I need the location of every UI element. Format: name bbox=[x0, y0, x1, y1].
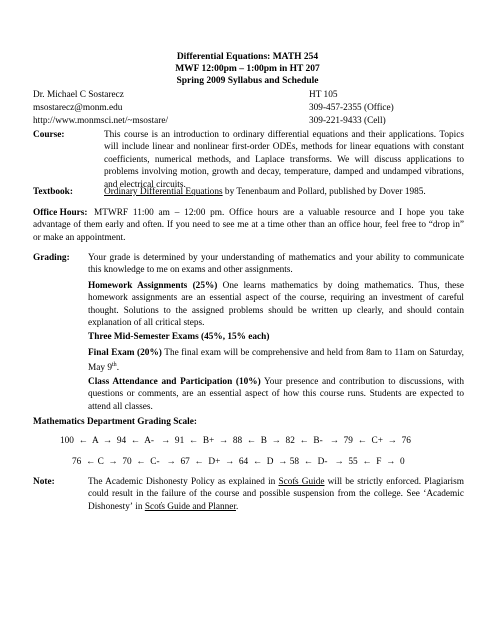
instructor-name: Dr. Michael C Sostarecz bbox=[33, 90, 124, 100]
scots-guide-link[interactable]: Scot̓s Guide bbox=[278, 477, 325, 487]
note-text-b: will be strictly enforced. Plagiarism could result in the failure of the course and possible suspension from the college. See ʻAcademic Dishonestyʼ in bbox=[88, 477, 464, 512]
course-label: Course: bbox=[33, 130, 65, 140]
midterms-title: Three Mid-Semester Exams (45%, 15% each) bbox=[88, 332, 270, 342]
final-exam-sup: th bbox=[112, 362, 117, 369]
course-description: This course is an introduction to ordinary differential equations and their applications. Topics will include linear and nonlinear first-order ODEs, methods for linear equations with constant coefficients, numerical methods, and Laplace transforms. We will discuss applications to problems involving motion, growth and decay, temperature, damped and undamped vibrations, and electrical circuits. bbox=[104, 130, 464, 190]
textbook-details: by Tenenbaum and Pollard, published by Dover 1985. bbox=[222, 187, 426, 197]
grading-scale-row-1: 100 ← A → 94 ← A- → 91 ← B+ → 88 ← B → 82 ← B- → 79 ← C+ → 76 bbox=[60, 436, 411, 446]
note-text-c: . bbox=[235, 501, 239, 512]
office-room: HT 105 bbox=[309, 90, 338, 100]
homework-text: One learns mathematics by doing mathematics. Thus, these homework assignments are an essential aspect of the course, requiring an investment of careful thought. Solutions to the assigned problems should be written up clearly, and should contain explanation of all critical steps. bbox=[88, 281, 464, 329]
textbook-title: Ordinary Differential Equations bbox=[104, 187, 223, 197]
grading-scale-title: Mathematics Department Grading Scale: bbox=[33, 417, 197, 427]
final-exam-section bbox=[88, 347, 464, 375]
note-label: Note: bbox=[33, 477, 55, 487]
note-text bbox=[88, 476, 464, 513]
attendance-section bbox=[88, 376, 464, 413]
note-text-a: The Academic Dishonesty Policy as explained in bbox=[88, 477, 279, 487]
office-hours-body: MTWRF 11:00 am – 12:00 pm. Office hours are a valuable resource and I hope you take advantage of them early and often. If you need to see me at a time other than an office hour, feel free to “drop in” or make an appointment. bbox=[33, 208, 464, 243]
attendance-text: Your presence and contribution to discussions, with questions or comments, are an essential aspect of how this course runs. Students are expected to attend all classes. bbox=[88, 377, 464, 412]
cell-phone: 309-221-9433 (Cell) bbox=[309, 116, 386, 126]
homework-title: Homework Assignments (25%) bbox=[88, 281, 218, 291]
grading-scale-row-2: 76 ← C → 70 ← C- → 67 ← D+ → 64 ← D → 58 ← D- → 55 ← F → 0 bbox=[72, 457, 405, 467]
final-exam-text: The final exam will be comprehensive and held from 8am to 11am on Saturday, May 9 bbox=[88, 348, 465, 374]
office-hours-text bbox=[33, 207, 464, 244]
final-exam-period: . bbox=[116, 363, 120, 374]
course-title: Differential Equations: MATH 254 bbox=[176, 52, 319, 62]
office-phone: 309-457-2355 (Office) bbox=[309, 103, 394, 113]
textbook-info bbox=[104, 186, 426, 198]
syllabus-subtitle: Spring 2009 Syllabus and Schedule bbox=[176, 76, 319, 86]
instructor-website[interactable]: http://www.monmsci.net/~msostare/ bbox=[33, 116, 169, 126]
grading-intro: Your grade is determined by your understanding of mathematics and your ability to communicate this knowledge to me on exams and other assignments. bbox=[88, 253, 464, 276]
attendance-title: Class Attendance and Participation (10%) bbox=[88, 377, 261, 387]
final-exam-title: Final Exam (20%) bbox=[88, 348, 162, 358]
homework-section bbox=[88, 280, 464, 330]
instructor-email[interactable]: msostarecz@monm.edu bbox=[33, 103, 123, 113]
grading-label: Grading: bbox=[33, 253, 70, 263]
office-hours-label: Office Hours: bbox=[33, 208, 88, 218]
textbook-label: Textbook: bbox=[33, 187, 73, 197]
course-schedule: MWF 12:00pm – 1:00pm in HT 207 bbox=[175, 64, 320, 74]
scots-guide-planner-link[interactable]: Scot̓s Guide and Planner bbox=[144, 501, 236, 512]
